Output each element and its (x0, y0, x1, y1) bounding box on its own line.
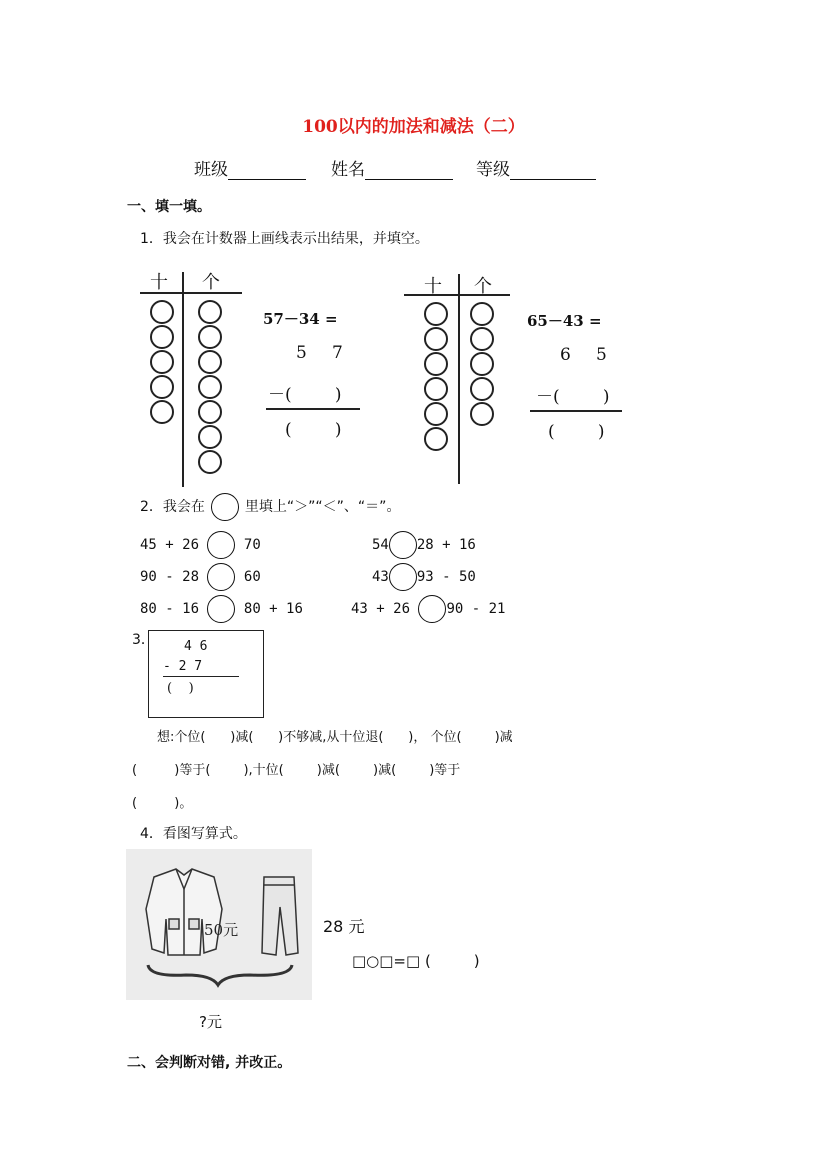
abacus-bead (198, 450, 222, 474)
abacus-left-rod (182, 272, 184, 487)
abacus-bead (198, 325, 222, 349)
brace-icon (148, 965, 292, 985)
eq-left-tens: 5 (296, 343, 307, 363)
abacus-bead (424, 302, 448, 326)
compare-circle[interactable] (207, 563, 235, 591)
abacus-right (404, 268, 514, 485)
abacus-bead (424, 327, 448, 351)
eq-right: 65－43 = (527, 312, 602, 330)
abacus-bead (470, 302, 494, 326)
q1-prompt: 1．我会在计数器上画线表示出结果，并填空。 (140, 231, 429, 247)
class-blank[interactable] (228, 163, 306, 180)
abacus-bead (150, 400, 174, 424)
q3-top: 4 6 (184, 639, 208, 654)
abacus-bead (424, 427, 448, 451)
jacket-price: 50元 (204, 921, 239, 939)
cmp-expr: 90 - 21 (446, 601, 506, 617)
jacket-icon (146, 869, 222, 955)
eq-left: 57－34 = (263, 310, 338, 328)
cmp-expr: 28 + 16 (416, 537, 476, 553)
q3-line (163, 676, 239, 677)
total-price: ?元 (199, 1013, 222, 1031)
abacus-bead (424, 402, 448, 426)
abacus-bead (470, 402, 494, 426)
q3-minus: - 2 7 (163, 659, 203, 674)
abacus-bead (150, 300, 174, 324)
abacus-left-tens-label: 十 (150, 272, 168, 293)
eq-left-ones: 7 (332, 343, 343, 363)
eq-right-result[interactable]: ( ) (548, 422, 605, 442)
abacus-bead (150, 350, 174, 374)
abacus-left-ones-label: 个 (202, 272, 220, 293)
q2-prompt (140, 493, 400, 521)
grade-field (476, 155, 596, 180)
q3-number: 3． (132, 632, 155, 648)
q4-prompt: 4．看图写算式。 (140, 826, 247, 842)
eq-right-minus[interactable]: －( ) (536, 387, 610, 407)
cmp-row-1-right (372, 531, 476, 559)
abacus-bead (470, 352, 494, 376)
cmp-expr: 60 (243, 569, 261, 585)
section2-heading: 二、会判断对错, 并改正。 (127, 1055, 292, 1071)
abacus-bead (424, 352, 448, 376)
eq-right-tens: 6 (560, 345, 571, 365)
q2-prompt-a: 2．我会在 (140, 499, 205, 515)
circle-icon (211, 493, 239, 521)
class-label: 班级 (194, 160, 228, 180)
abacus-right-rod (458, 274, 460, 484)
cmp-expr: 43 + 26 (351, 601, 411, 617)
cmp-expr: 45 + 26 (140, 537, 200, 553)
abacus-right-tens-label: 十 (424, 276, 442, 297)
abacus-bead (470, 377, 494, 401)
abacus-bead (198, 400, 222, 424)
compare-circle[interactable] (207, 595, 235, 623)
name-field (331, 155, 453, 180)
abacus-left-top-bar (140, 292, 242, 294)
eq-right-line (530, 410, 622, 412)
q3-line3: ( )。 (132, 796, 193, 811)
compare-circle[interactable] (207, 531, 235, 559)
clothes-picture (126, 849, 312, 1000)
pants-price: 28 元 (323, 917, 365, 936)
eq-left-result[interactable]: ( ) (285, 420, 342, 440)
q3-vertical-subtraction-box (148, 630, 264, 718)
grade-label: 等级 (476, 160, 510, 180)
cmp-expr: 70 (243, 537, 261, 553)
abacus-left (140, 262, 245, 487)
compare-circle[interactable] (389, 563, 417, 591)
eq-left-line (266, 408, 360, 410)
page-title: 100以内的加法和减法（二） (302, 117, 525, 137)
q4-formula[interactable]: □○□=□ ( ) (352, 952, 480, 970)
section1-heading: 一、填一填。 (127, 199, 211, 215)
pants-icon (262, 877, 298, 955)
cmp-expr: 93 - 50 (416, 569, 476, 585)
cmp-expr: 80 - 16 (140, 601, 200, 617)
abacus-bead (198, 300, 222, 324)
abacus-bead (150, 375, 174, 399)
compare-circle[interactable] (389, 531, 417, 559)
abacus-bead (198, 350, 222, 374)
cmp-row-3-left (140, 595, 303, 623)
q3-line2: ( )等于( ),十位( )减( )减( )等于 (132, 763, 461, 778)
name-label: 姓名 (331, 160, 365, 180)
cmp-row-2-left (140, 563, 261, 591)
grade-blank[interactable] (510, 163, 596, 180)
cmp-row-1-left (140, 531, 261, 559)
cmp-expr: 54 (372, 537, 389, 553)
cmp-row-3-right (351, 595, 505, 623)
compare-circle[interactable] (418, 595, 446, 623)
q3-line1: 想:个位( )减( )不够减,从十位退( )， 个位( )减 (157, 730, 513, 745)
abacus-bead (150, 325, 174, 349)
abacus-bead (198, 425, 222, 449)
eq-right-ones: 5 (596, 345, 607, 365)
abacus-bead (470, 327, 494, 351)
cmp-expr: 80 + 16 (243, 601, 303, 617)
q2-prompt-b: 里填上“＞”“＜”、“＝”。 (244, 499, 401, 515)
cmp-expr: 43 (372, 569, 389, 585)
eq-left-minus[interactable]: －( ) (268, 385, 342, 405)
abacus-right-top-bar (404, 294, 510, 296)
clothes-illustration (126, 849, 312, 1000)
cmp-expr: 90 - 28 (140, 569, 200, 585)
abacus-bead (198, 375, 222, 399)
cmp-row-2-right (372, 563, 476, 591)
class-field (194, 155, 306, 180)
abacus-bead (424, 377, 448, 401)
q3-result[interactable]: ( ) (167, 681, 194, 696)
abacus-right-ones-label: 个 (474, 276, 492, 297)
name-blank[interactable] (365, 163, 453, 180)
